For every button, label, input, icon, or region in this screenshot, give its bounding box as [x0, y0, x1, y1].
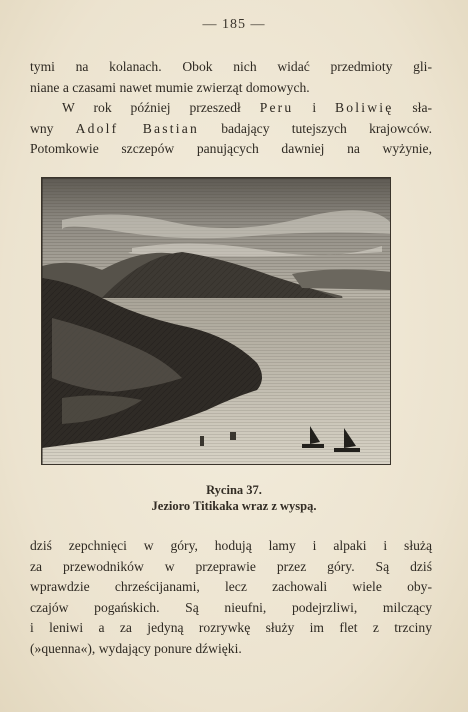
person-name: Adolf Bastian — [75, 120, 199, 136]
text-line: za przewodników w przeprawie przez góry. Są dziś — [30, 558, 432, 574]
page-number: — 185 — — [202, 17, 266, 32]
text-line: czajów pogańskich. Są nieufni, podejrzliwi, milczący — [30, 599, 432, 615]
figure-caption: Jezioro Titikaka wraz z wyspą. — [151, 499, 317, 513]
text-fragment: sła- — [393, 100, 433, 116]
text-fragment: W rok później przeszedł — [62, 100, 260, 116]
figure-number: Rycina 37. — [206, 483, 262, 497]
top-paragraph — [30, 57, 432, 160]
text-line: (»quenna«), wydający ponure dźwięki. — [30, 640, 242, 656]
text-fragment: wny — [30, 120, 76, 136]
text-fragment: i — [293, 100, 336, 116]
text-line: tymi na kolanach. Obok nich widać przedmioty gli- — [30, 59, 432, 74]
text-line: i leniwi a za jedyną rozrywkę służy im flet z trzciny — [30, 620, 432, 636]
text-fragment: badający tutejszych krajowców. — [198, 120, 432, 136]
text-line — [30, 98, 432, 119]
text-line: niane a czasami nawet mumie zwierząt domowych. — [30, 79, 310, 95]
engraving-image — [42, 178, 391, 465]
text-line: dziś zepchnięci w góry, hodują lamy i alpaki i służą — [30, 538, 432, 553]
bottom-paragraph — [30, 536, 432, 660]
text-line — [30, 119, 432, 140]
text-line: wprawdzie chrześcijanami, lecz zachowali wiele oby- — [30, 579, 432, 595]
lake-titicaca-engraving — [41, 177, 391, 465]
place-name-boliwia: Boliwię — [335, 100, 394, 116]
place-name-peru: Peru — [259, 100, 294, 116]
far-shore — [292, 269, 391, 290]
text-line: Potomkowie szczepów panujących dawniej na wyżynie, — [30, 141, 432, 157]
